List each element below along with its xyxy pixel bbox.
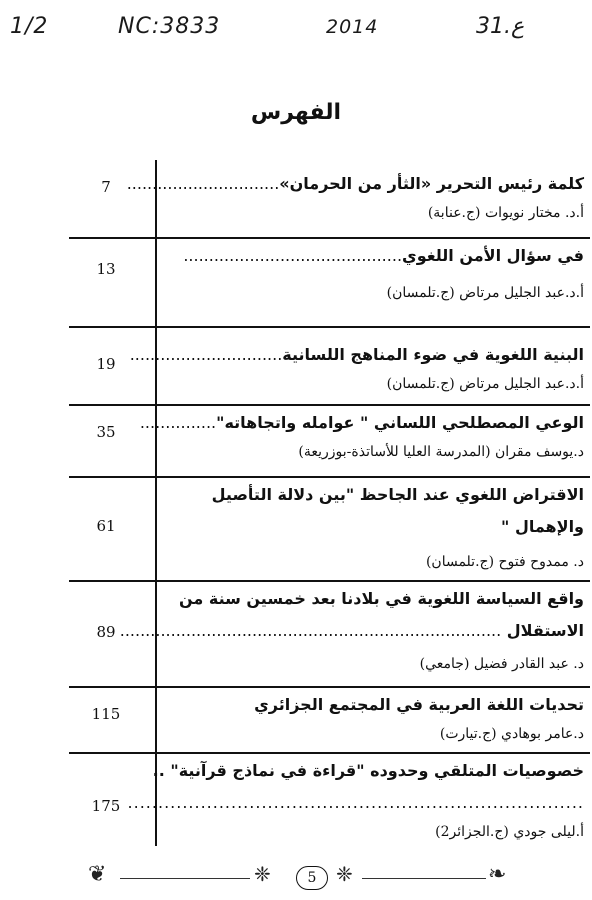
entry-author: د. عبد القادر فضيل (جامعي) (419, 656, 584, 672)
ornament-line-left (120, 878, 250, 879)
toc-entry (60, 238, 590, 326)
entry-author: أ.د.عبد الجليل مرتاض (ج.تلمسان) (386, 285, 584, 301)
ornament-line-right (362, 878, 486, 879)
entry-text (119, 583, 584, 677)
leader-dots: ........................................... (183, 246, 403, 265)
page-number: 115 (91, 705, 121, 723)
entry-author: د.يوسف مقران (المدرسة العليا للأساتذة-بوزريعة) (298, 444, 584, 460)
entry-text (129, 339, 584, 397)
ornament-center-left-icon: ❈ (254, 862, 271, 886)
handwritten-note-code: NC:3833 (118, 14, 221, 39)
toc-entry (60, 477, 590, 581)
entry-title: الاقتراض اللغوي عند الجاحظ "بين دلالة التأصيل (211, 485, 584, 504)
leader-dots-line: ........................................................................... (127, 793, 584, 812)
entry-title-text: الاستقلال (506, 621, 584, 640)
entry-text (164, 240, 584, 306)
toc-entry (60, 405, 590, 477)
toc-entry (60, 581, 590, 687)
ornament-center-right-icon: ❈ (336, 862, 353, 886)
entry-title (129, 339, 584, 371)
entry-text (127, 755, 584, 845)
entry-text (139, 407, 584, 465)
page-number: 19 (96, 355, 116, 373)
entry-author: أ.د. مختار نويوات (ج.عنابة) (427, 205, 584, 221)
handwritten-note-fraction: 1/2 (10, 14, 49, 39)
entry-title-text: كلمة رئيس التحرير «الثأر من الحرمان» (279, 174, 584, 193)
page-number-badge: 5 (296, 866, 328, 890)
entry-title: خصوصيات المتلقي وحدوده "قراءة في نماذج قرآنية" .. (152, 761, 584, 780)
entry-title-text: البنية اللغوية في ضوء المناهج اللسانية (282, 345, 584, 364)
entry-title: واقع السياسة اللغوية في بلادنا بعد خمسين سنة من (178, 589, 584, 608)
page-footer (0, 852, 592, 900)
page-title: الفهرس (250, 100, 342, 125)
entry-author: د.عامر بوهادي (ج.تيارت) (439, 726, 584, 742)
toc-entry (60, 687, 590, 753)
ornament-left-icon: ❦ (88, 862, 107, 887)
entry-text (126, 168, 584, 226)
entry-title-continued: والإهمال " (501, 517, 584, 536)
entry-author: أ.ليلى جودي (ج.الجزائر2) (435, 824, 584, 840)
entry-title (139, 407, 584, 439)
handwritten-note-year: 2014 (326, 16, 379, 38)
entry-text (164, 479, 584, 575)
toc-entry (60, 327, 590, 405)
ornament-right-icon: ❧ (488, 862, 507, 887)
handwritten-note-shelf: 31.ع (476, 14, 525, 39)
leader-dots: ............... (139, 413, 217, 432)
entry-title (164, 240, 584, 272)
entry-author: أ.د.عبد الجليل مرتاض (ج.تلمسان) (386, 376, 584, 392)
page-number: 175 (91, 797, 121, 815)
entry-title-continued (119, 615, 584, 647)
page-number: 35 (96, 423, 116, 441)
entry-title (126, 168, 584, 200)
page-number: 7 (101, 178, 111, 196)
leader-dots: ........................................................................... (119, 621, 502, 640)
page-number: 89 (96, 623, 116, 641)
toc-entry (60, 160, 590, 238)
toc-table (60, 160, 590, 846)
toc-entry (60, 753, 590, 846)
leader-dots: .............................. (129, 345, 283, 364)
entry-title-text: الوعي المصطلحي اللساني " عوامله واتجاهاته" (216, 413, 584, 432)
entry-text (164, 689, 584, 747)
entry-title: تحديات اللغة العربية في المجتمع الجزائري (254, 695, 584, 714)
entry-title-text: في سؤال الأمن اللغوي (402, 246, 584, 265)
entry-author: د. ممدوح فتوح (ج.تلمسان) (425, 554, 584, 570)
page-number: 61 (96, 517, 116, 535)
leader-dots: .............................. (126, 174, 280, 193)
page-number: 13 (96, 260, 116, 278)
